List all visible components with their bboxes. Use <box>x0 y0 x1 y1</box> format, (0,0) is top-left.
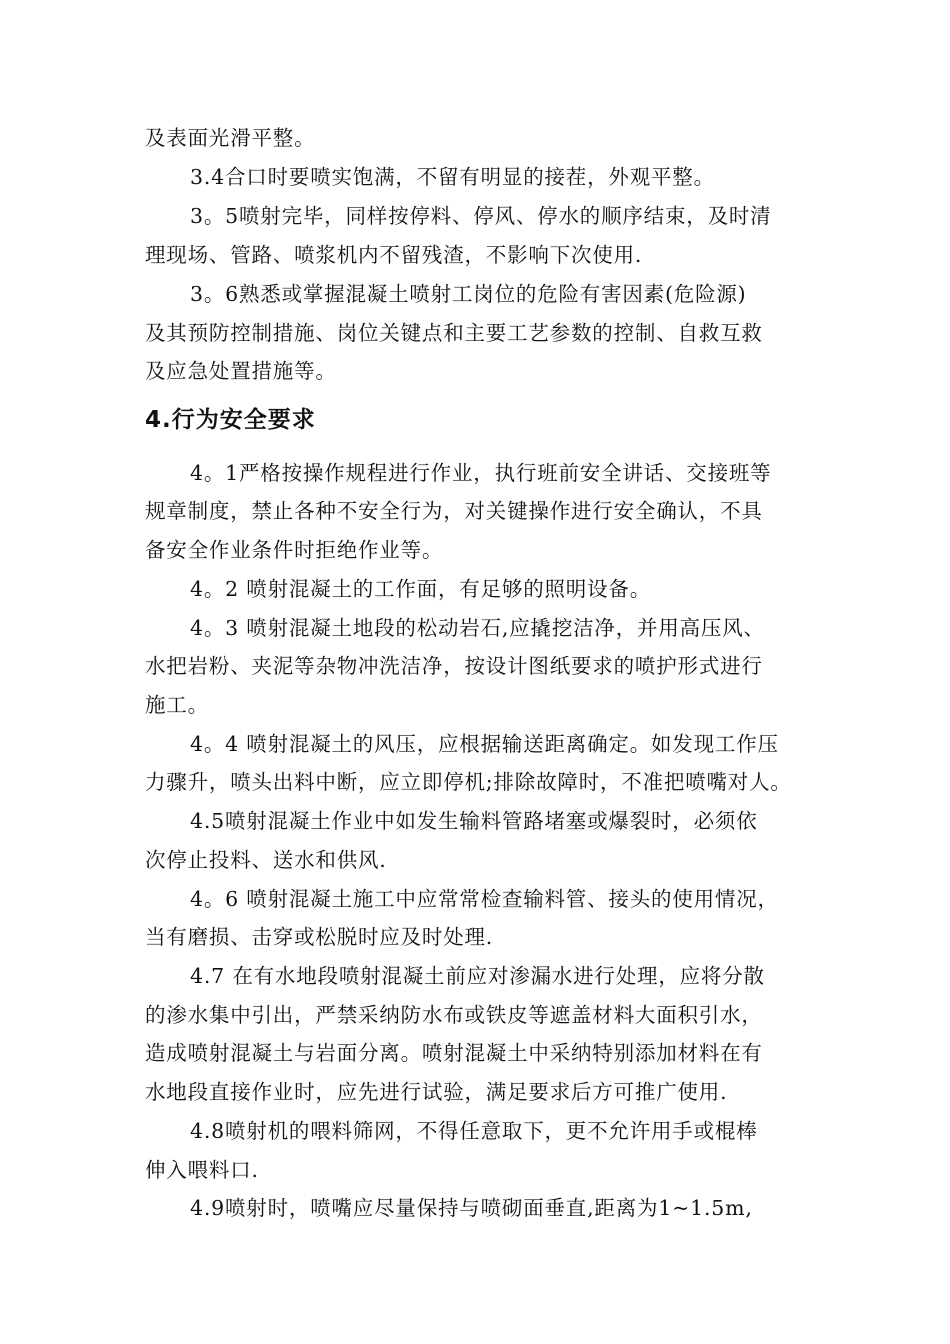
text-line: 3。6熟悉或掌握混凝土喷射工岗位的危险有害因素(危险源) <box>190 282 747 306</box>
text-line: 4.7 在有水地段喷射混凝土前应对渗漏水进行处理，应将分散 <box>190 964 765 988</box>
text-line: 规章制度，禁止各种不安全行为，对关键操作进行安全确认，不具 <box>145 499 763 523</box>
text-line: 水把岩粉、夹泥等杂物冲洗洁净，按设计图纸要求的喷护形式进行 <box>145 654 763 678</box>
text-line: 力骤升，喷头出料中断，应立即停机;排除故障时，不准把喷嘴对人。 <box>145 770 792 794</box>
text-line: 造成喷射混凝土与岩面分离。喷射混凝土中采纳特别添加材料在有 <box>145 1041 763 1065</box>
text-line: 次停止投料、送水和供风. <box>145 848 387 872</box>
text-line: 当有磨损、击穿或松脱时应及时处理. <box>145 925 494 949</box>
text-line: 及应急处置措施等。 <box>145 359 337 383</box>
text-line: 3.4合口时要喷实饱满，不留有明显的接茬，外观平整。 <box>190 165 715 189</box>
text-line: 4.5喷射混凝土作业中如发生输料管路堵塞或爆裂时，必须依 <box>190 809 758 833</box>
text-line: 3。5喷射完毕，同样按停料、停风、停水的顺序结束，及时清 <box>190 204 772 228</box>
text-line: 伸入喂料口. <box>145 1158 259 1182</box>
text-line: 及表面光滑平整。 <box>145 126 316 150</box>
text-line: 4。2 喷射混凝土的工作面，有足够的照明设备。 <box>190 577 652 601</box>
text-line: 4。4 喷射混凝土的风压，应根据输送距离确定。如发现工作压 <box>190 732 779 756</box>
text-line: 水地段直接作业时，应先进行试验，满足要求后方可推广使用. <box>145 1080 728 1104</box>
section-heading: 4.行为安全要求 <box>145 407 316 433</box>
text-line: 4.9喷射时，喷嘴应尽量保持与喷砌面垂直,距离为1~1.5m, <box>190 1196 753 1220</box>
text-line: 备安全作业条件时拒绝作业等。 <box>145 538 444 562</box>
text-line: 的渗水集中引出，严禁采纳防水布或铁皮等遮盖材料大面积引水， <box>145 1003 763 1027</box>
text-line: 及其预防控制措施、岗位关键点和主要工艺参数的控制、自救互救 <box>145 321 763 345</box>
text-line: 施工。 <box>145 693 209 717</box>
text-line: 4。6 喷射混凝土施工中应常常检查输料管、接头的使用情况， <box>190 887 779 911</box>
text-line: 4。3 喷射混凝土地段的松动岩石,应撬挖洁净，并用高压风、 <box>190 616 765 640</box>
text-line: 4。1严格按操作规程进行作业，执行班前安全讲话、交接班等 <box>190 461 772 485</box>
text-line: 4.8喷射机的喂料筛网，不得任意取下，更不允许用手或棍棒 <box>190 1119 758 1143</box>
text-line: 理现场、管路、喷浆机内不留残渣，不影响下次使用. <box>145 243 643 267</box>
